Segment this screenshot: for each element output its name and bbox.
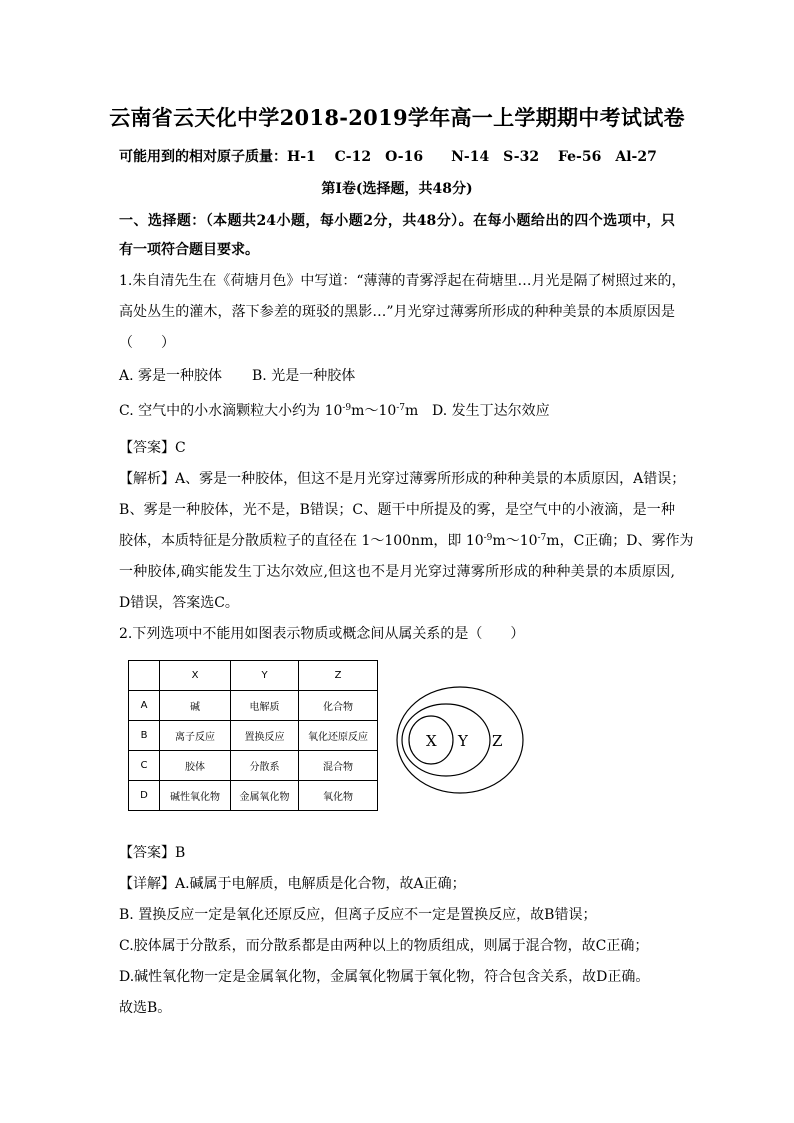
venn-middle-ellipse-y — [402, 704, 490, 776]
table-cell: 电解质 — [231, 691, 299, 721]
table-cell: 离子反应 — [160, 721, 231, 751]
q1-option-c-exponent-2: -7 — [396, 403, 406, 413]
q1-analysis-line3 — [119, 530, 694, 550]
table-cell: 金属氧化物 — [231, 781, 299, 811]
venn-label-y: Y — [458, 732, 468, 750]
table-cell: A — [129, 691, 160, 721]
table-row — [129, 691, 378, 721]
q2-detail-line4: D.碱性氧化物一定是金属氧化物，金属氧化物属于氧化物，符合包含关系，故D正确。 — [119, 969, 650, 985]
q1-option-c-mid: m～10 — [351, 403, 397, 419]
q2-detail-line2: B. 置换反应一定是氧化还原反应，但离子反应不一定是置换反应，故B错误； — [119, 907, 597, 923]
q1-option-c-unit: m — [405, 403, 419, 419]
table-cell: 混合物 — [299, 751, 378, 781]
q1-option-c-text: C. 空气中的小水滴颗粒大小约为 10 — [119, 403, 343, 419]
table-cell: 胶体 — [160, 751, 231, 781]
q1-stem-line3: （ ） — [119, 335, 175, 351]
section-header: 第Ⅰ卷(选择题，共48分) — [321, 181, 473, 197]
q1-analysis-exponent-1: -9 — [483, 533, 493, 543]
relation-table — [128, 660, 378, 811]
part1-instruction-line2: 有一项符合题目要求。 — [119, 242, 259, 258]
q1-option-a: A. 雾是一种胶体 — [119, 368, 223, 384]
table-row — [129, 781, 378, 811]
q1-option-c-exponent-1: -9 — [342, 403, 352, 413]
table-cell: 氧化还原反应 — [299, 721, 378, 751]
table-cell: D — [129, 781, 160, 811]
table-cell: 氧化物 — [299, 781, 378, 811]
table-header-y: Y — [231, 661, 299, 691]
page-title: 云南省云天化中学2018-2019学年高一上学期期中考试试卷 — [109, 105, 685, 130]
venn-diagram — [396, 680, 528, 800]
q2-answer: 【答案】B — [119, 845, 186, 861]
table-header-z: Z — [299, 661, 378, 691]
q1-analysis-exponent-2: -7 — [537, 533, 547, 543]
atomic-masses: 可能用到的相对原子质量：H-1 C-12 O-16 N-14 S-32 Fe-56 Al-27 — [119, 149, 657, 165]
q2-stem: 2.下列选项中不能用如图表示物质或概念间从属关系的是（ ） — [119, 626, 525, 642]
q1-answer: 【答案】C — [119, 440, 186, 456]
q2-detail-line1: 【详解】A.碱属于电解质，电解质是化合物，故A正确； — [119, 876, 466, 892]
table-cell: 置换反应 — [231, 721, 299, 751]
q1-analysis-line2: B、雾是一种胶体，光不是，B错误；C、题干中所提及的雾，是空气中的小液滴，是一种 — [119, 502, 675, 518]
table-cell: 分散系 — [231, 751, 299, 781]
table-cell: 碱 — [160, 691, 231, 721]
venn-label-x: X — [426, 732, 437, 750]
venn-label-z: Z — [492, 732, 503, 750]
q1-option-b: B. 光是一种胶体 — [252, 368, 356, 384]
q1-option-d: D. 发生丁达尔效应 — [432, 403, 550, 419]
table-cell: C — [129, 751, 160, 781]
table-cell: 化合物 — [299, 691, 378, 721]
part1-instruction-line1: 一、选择题：（本题共24小题，每小题2分，共48分）。在每小题给出的四个选项中，只 — [119, 213, 675, 229]
q1-analysis-line3-text: 胶体，本质特征是分散质粒子的直径在 1～100nm，即 10 — [119, 533, 484, 549]
table-cell — [129, 661, 160, 691]
table-cell: 碱性氧化物 — [160, 781, 231, 811]
table-cell: B — [129, 721, 160, 751]
q1-analysis-line4: 一种胶体,确实能发生丁达尔效应,但这也不是月光穿过薄雾所形成的种种美景的本质原因, — [119, 564, 675, 580]
table-header-row — [129, 661, 378, 691]
q1-analysis-line3-mid: m～10 — [492, 533, 538, 549]
q1-stem-line2: 高处丛生的灌木，落下参差的斑驳的黑影…”月光穿过薄雾所形成的种种美景的本质原因是 — [119, 304, 675, 320]
q1-analysis-line5: D错误，答案选C。 — [119, 595, 239, 611]
q1-stem-line1: 1.朱自清先生在《荷塘月色》中写道：“薄薄的青雾浮起在荷塘里…月光是隔了树照过来的， — [119, 273, 686, 289]
q1-analysis-line3-end: m，C正确；D、雾作为 — [546, 533, 694, 549]
q1-option-c — [119, 400, 418, 420]
table-row — [129, 751, 378, 781]
table-header-x: X — [160, 661, 231, 691]
q2-detail-line5: 故选B。 — [119, 1000, 172, 1016]
q1-analysis-line1: 【解析】A、雾是一种胶体，但这不是月光穿过薄雾所形成的种种美景的本质原因，A错误； — [119, 471, 686, 487]
q2-detail-line3: C.胶体属于分散系，而分散系都是由两种以上的物质组成，则属于混合物，故C正确； — [119, 938, 649, 954]
table-row — [129, 721, 378, 751]
